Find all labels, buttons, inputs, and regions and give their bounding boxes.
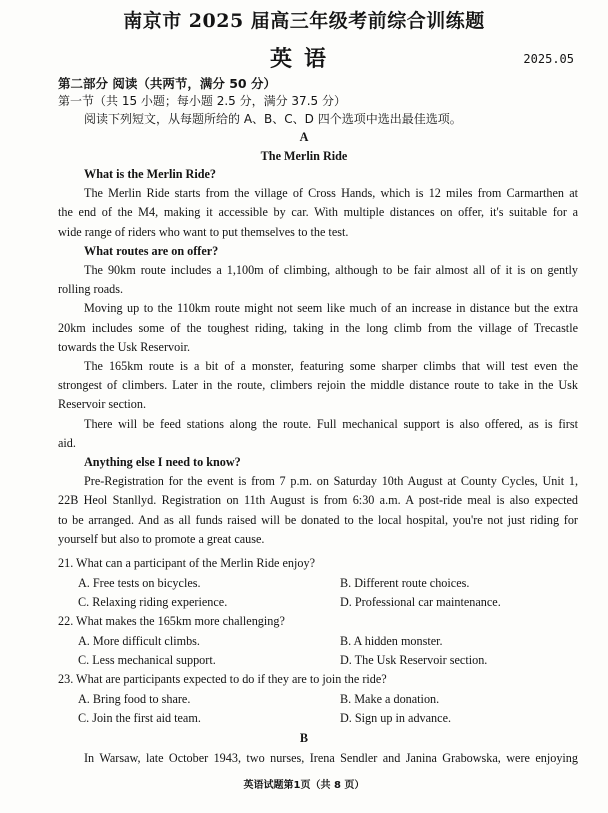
passage-a-title: The Merlin Ride bbox=[260, 149, 348, 163]
passage-a-line: 22B Heol Stanllyd. Registration on 11th August is from 6:30 a.m. A post-ride meal is also expected bbox=[58, 493, 578, 507]
subject-title: 英语 bbox=[269, 46, 338, 72]
passage-a-line: 20km includes some of the toughest riding, taking in the long climb from the village of Trecastle bbox=[58, 321, 578, 335]
passage-a-line: yourself but also to promote a great cause. bbox=[58, 532, 265, 546]
passage-b-first-line: In Warsaw, late October 1943, two nurses, Irena Sendler and Janina Grabowska, were enjoying bbox=[84, 751, 578, 765]
question-stem: 23. What are participants expected to do if they are to join the ride? bbox=[58, 672, 387, 686]
question-option: C. Relaxing riding experience. bbox=[78, 595, 228, 609]
part-heading: 第二部分 阅读（共两节，满分 50 分） bbox=[58, 76, 276, 91]
passage-a-line: Moving up to the 110km route might not seem like much of an increase in distance but the extra bbox=[84, 301, 578, 315]
passage-a-line: the end of the M4, making it accessible by car. With multiple distances on offer, it's suitable for a bbox=[58, 205, 578, 219]
exam-date: 2025.05 bbox=[523, 52, 574, 66]
passage-a-letter: A bbox=[299, 130, 309, 144]
passage-a-subheading: What is the Merlin Ride? bbox=[84, 167, 217, 181]
question-option: D. Professional car maintenance. bbox=[340, 595, 501, 609]
passage-b-letter: B bbox=[299, 731, 309, 745]
passage-a-line: wide range of riders who want to put themselves to the test. bbox=[58, 225, 349, 239]
passage-a-line: strongest of climbers. Later in the route, climbers rejoin the middle distance route to take in the Usk bbox=[58, 378, 578, 392]
question-option: B. Different route choices. bbox=[340, 576, 470, 590]
question-option: D. Sign up in advance. bbox=[340, 711, 452, 725]
passage-a-line: to be arranged. And as all funds raised will be donated to the local hospital, you're not just riding for bbox=[58, 513, 578, 527]
page-footer: 英语试题第1页（共 8 页） bbox=[243, 780, 365, 791]
question-option: B. A hidden monster. bbox=[340, 634, 443, 648]
question-option: D. The Usk Reservoir section. bbox=[340, 653, 488, 667]
passage-a-line: The 165km route is a bit of a monster, featuring some sharper climbs that will test even the bbox=[84, 359, 578, 373]
passage-a-line: Reservoir section. bbox=[58, 397, 146, 411]
question-option: B. Make a donation. bbox=[340, 692, 440, 706]
passage-a-line: There will be feed stations along the route. Full mechanical support is also offered, as is first bbox=[84, 417, 578, 431]
question-option: C. Less mechanical support. bbox=[78, 653, 216, 667]
question-option: C. Join the first aid team. bbox=[78, 711, 201, 725]
passage-a-line: Pre-Registration for the event is from 7 p.m. on Saturday 10th August at County Cycles, Unit 1, bbox=[84, 474, 578, 488]
question-stem: 22. What makes the 165km more challenging? bbox=[58, 614, 285, 628]
passage-a-line: towards the Usk Reservoir. bbox=[58, 340, 191, 354]
question-option: A. Free tests on bicycles. bbox=[78, 576, 201, 590]
question-option: A. Bring food to share. bbox=[78, 692, 191, 706]
passage-a-subheading: What routes are on offer? bbox=[84, 244, 219, 258]
passage-a-line: The Merlin Ride starts from the village of Cross Hands, which is 12 miles from Carmarthen at bbox=[84, 186, 578, 200]
passage-a-line: rolling roads. bbox=[58, 282, 123, 296]
question-stem: 21. What can a participant of the Merlin Ride enjoy? bbox=[58, 556, 315, 570]
instruction-text: 阅读下列短文，从每题所给的 A、B、C、D 四个选项中选出最佳选项。 bbox=[84, 112, 462, 126]
question-option: A. More difficult climbs. bbox=[78, 634, 200, 648]
exam-title: 南京市 2025 届高三年级考前综合训练题 bbox=[123, 10, 485, 32]
passage-a-line: The 90km route includes a 1,100m of climbing, although to be fair almost all of it is on gently bbox=[84, 263, 578, 277]
passage-a-line: aid. bbox=[58, 436, 76, 450]
subsection-heading: 第一节（共 15 小题；每小题 2.5 分，满分 37.5 分） bbox=[58, 94, 346, 108]
passage-a-subheading: Anything else I need to know? bbox=[84, 455, 241, 469]
